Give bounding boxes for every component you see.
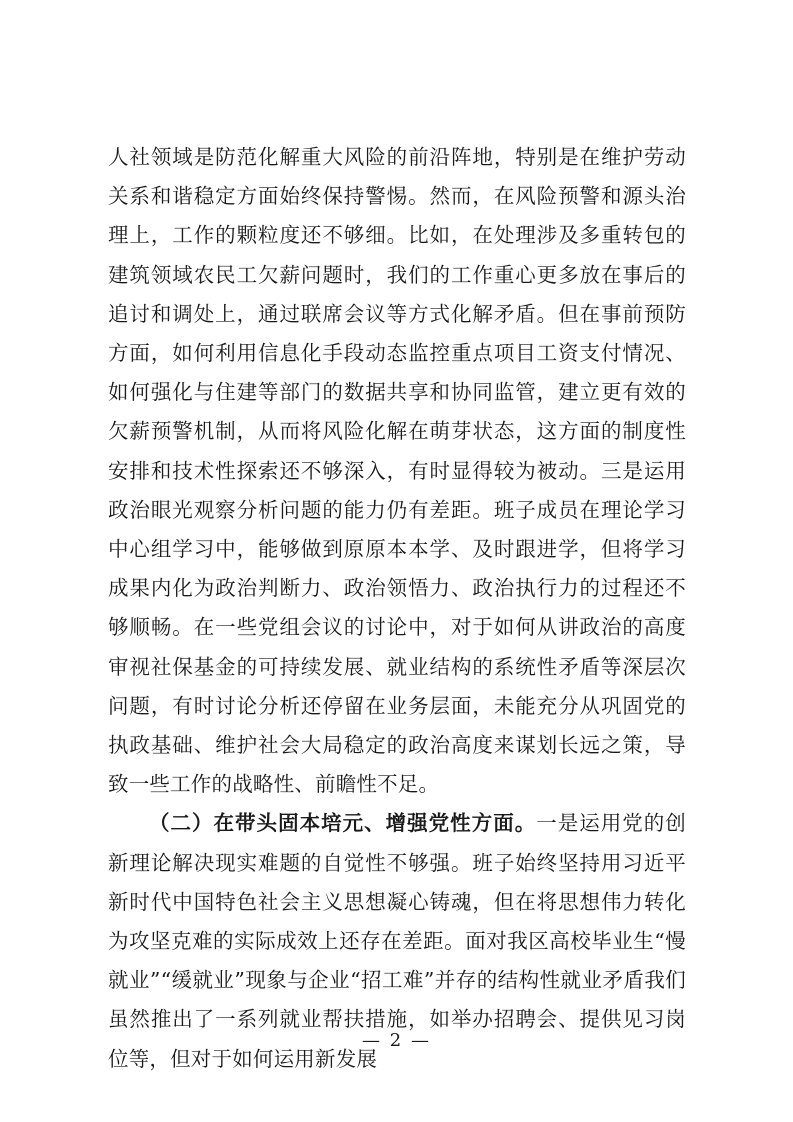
document-body (108, 138, 686, 1079)
section-two-text: 一是运用党的创新理论解决现实难题的自觉性不够强。班子始终坚持用习近平新时代中国特色社会主义思想凝心铸魂，但在将思想伟力转化为攻坚克难的实际成效上还存在差距。面对我区高校毕业生“慢就业”“缓就业”现象与企业“招工难”并存的结构性就业矛盾我们虽然推出了一系列就业帮扶措施，如举办招聘会、提供见习岗位等，但对于如何运用新发展 (108, 811, 686, 1071)
section-heading-two: （二）在带头固本培元、增强党性方面。 (149, 811, 537, 836)
body-paragraph-1: 人社领域是防范化解重大风险的前沿阵地，特别是在维护劳动关系和谐稳定方面始终保持警惕。然而，在风险预警和源头治理上，工作的颗粒度还不够细。比如，在处理涉及多重转包的建筑领域农民工欠薪问题时，我们的工作重心更多放在事后的追讨和调处上，通过联席会议等方式化解矛盾。但在事前预防方面，如何利用信息化手段动态监控重点项目工资支付情况、如何强化与住建等部门的数据共享和协同监管，建立更有效的欠薪预警机制，从而将风险化解在萌芽状态，这方面的制度性安排和技术性探索还不够深入，有时显得较为被动。三是运用政治眼光观察分析问题的能力仍有差距。班子成员在理论学习中心组学习中，能够做到原原本本学、及时跟进学，但将学习成果内化为政治判断力、政治领悟力、政治执行力的过程还不够顺畅。在一些党组会议的讨论中，对于如何从讲政治的高度审视社保基金的可持续发展、就业结构的系统性矛盾等深层次问题，有时讨论分析还停留在业务层面，未能充分从巩固党的执政基础、维护社会大局稳定的政治高度来谋划长远之策，导致一些工作的战略性、前瞻性不足。 (108, 145, 686, 797)
page-number: — 2 — (362, 1030, 431, 1051)
